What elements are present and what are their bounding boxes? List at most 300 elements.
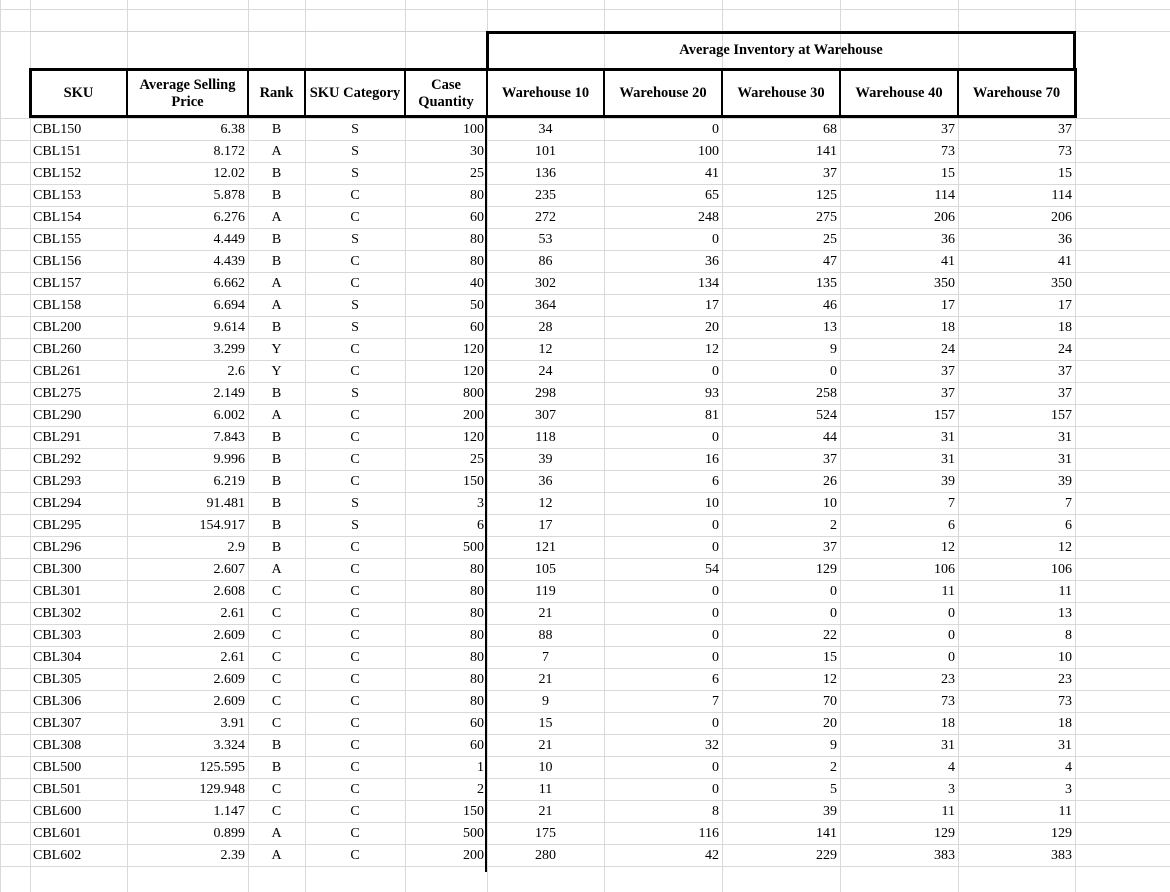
table-cell[interactable]: 21 xyxy=(538,606,553,621)
table-cell[interactable]: CBL307 xyxy=(33,716,82,731)
table-cell[interactable]: 8.172 xyxy=(213,144,245,159)
table-cell[interactable]: 157 xyxy=(1051,408,1072,423)
table-cell[interactable]: 1 xyxy=(477,760,484,775)
table-cell[interactable]: 114 xyxy=(1051,188,1072,203)
table-cell[interactable]: 34 xyxy=(538,122,553,137)
table-cell[interactable]: 0 xyxy=(712,540,719,555)
table-cell[interactable]: 2.609 xyxy=(213,672,245,687)
table-cell[interactable]: 8 xyxy=(712,804,719,819)
table-cell[interactable]: 2.61 xyxy=(220,606,245,621)
table-cell[interactable]: 60 xyxy=(470,320,484,335)
table-cell[interactable]: 18 xyxy=(941,716,955,731)
table-cell[interactable]: 25 xyxy=(470,166,484,181)
table-cell[interactable]: 141 xyxy=(816,826,837,841)
column-header[interactable]: Case Quantity xyxy=(418,76,474,110)
table-cell[interactable]: CBL200 xyxy=(33,320,82,335)
table-cell[interactable]: A xyxy=(271,826,282,841)
table-cell[interactable]: 2 xyxy=(477,782,484,797)
column-header[interactable]: Warehouse 10 xyxy=(501,85,590,101)
table-cell[interactable]: 1.147 xyxy=(213,804,245,819)
table-cell[interactable]: 13 xyxy=(1058,606,1072,621)
table-cell[interactable]: A xyxy=(271,848,282,863)
table-cell[interactable]: 106 xyxy=(1051,562,1072,577)
table-cell[interactable]: 30 xyxy=(470,144,484,159)
table-cell[interactable]: CBL301 xyxy=(33,584,82,599)
table-cell[interactable]: CBL292 xyxy=(33,452,82,467)
table-cell[interactable]: 37 xyxy=(941,386,955,401)
table-cell[interactable]: 10 xyxy=(538,760,553,775)
column-header[interactable]: Average Selling Price xyxy=(139,76,236,110)
table-cell[interactable]: C xyxy=(350,716,360,731)
table-cell[interactable]: 383 xyxy=(1051,848,1072,863)
table-cell[interactable]: 15 xyxy=(1058,166,1072,181)
table-cell[interactable]: A xyxy=(271,408,282,423)
table-cell[interactable]: 4.439 xyxy=(213,254,245,269)
table-cell[interactable]: 3.299 xyxy=(213,342,245,357)
table-cell[interactable]: 9.614 xyxy=(213,320,245,335)
table-cell[interactable]: 31 xyxy=(941,738,955,753)
table-cell[interactable]: 10 xyxy=(823,496,837,511)
table-cell[interactable]: 39 xyxy=(941,474,955,489)
table-cell[interactable]: 0 xyxy=(830,364,837,379)
table-cell[interactable]: 129 xyxy=(816,562,837,577)
table-cell[interactable]: 22 xyxy=(823,628,837,643)
table-cell[interactable]: 2.149 xyxy=(213,386,245,401)
table-cell[interactable]: B xyxy=(271,430,282,445)
table-cell[interactable]: 114 xyxy=(934,188,955,203)
table-cell[interactable]: C xyxy=(350,694,360,709)
table-cell[interactable]: CBL260 xyxy=(33,342,82,357)
table-cell[interactable]: C xyxy=(271,716,282,731)
column-header[interactable]: SKU Category xyxy=(309,85,401,101)
column-header[interactable]: Warehouse 30 xyxy=(737,85,825,101)
table-cell[interactable]: C xyxy=(350,738,360,753)
table-cell[interactable]: C xyxy=(350,540,360,555)
table-cell[interactable]: 6.694 xyxy=(213,298,245,313)
table-cell[interactable]: 0 xyxy=(712,782,719,797)
table-cell[interactable]: C xyxy=(350,254,360,269)
table-cell[interactable]: 39 xyxy=(823,804,837,819)
table-cell[interactable]: 0 xyxy=(948,628,955,643)
table-cell[interactable]: 80 xyxy=(470,628,484,643)
table-cell[interactable]: CBL602 xyxy=(33,848,82,863)
table-cell[interactable]: Y xyxy=(271,342,282,357)
table-cell[interactable]: 36 xyxy=(941,232,955,247)
table-cell[interactable]: 0 xyxy=(712,518,719,533)
table-cell[interactable]: 86 xyxy=(538,254,553,269)
table-cell[interactable]: 15 xyxy=(941,166,955,181)
table-cell[interactable]: 80 xyxy=(470,562,484,577)
table-cell[interactable]: 10 xyxy=(1058,650,1072,665)
table-cell[interactable]: 235 xyxy=(535,188,556,203)
table-cell[interactable]: 80 xyxy=(470,584,484,599)
table-cell[interactable]: 4 xyxy=(1065,760,1072,775)
table-cell[interactable]: 206 xyxy=(934,210,955,225)
table-cell[interactable]: B xyxy=(271,474,282,489)
table-cell[interactable]: 80 xyxy=(470,232,484,247)
table-cell[interactable]: C xyxy=(350,672,360,687)
table-cell[interactable]: S xyxy=(351,386,359,401)
table-cell[interactable]: C xyxy=(350,210,360,225)
table-cell[interactable]: 298 xyxy=(535,386,556,401)
table-cell[interactable]: 17 xyxy=(705,298,719,313)
table-cell[interactable]: 121 xyxy=(535,540,556,555)
table-cell[interactable]: CBL275 xyxy=(33,386,82,401)
table-cell[interactable]: 73 xyxy=(1058,694,1072,709)
table-cell[interactable]: B xyxy=(271,496,282,511)
table-cell[interactable]: 524 xyxy=(816,408,837,423)
table-cell[interactable]: C xyxy=(350,364,360,379)
table-cell[interactable]: C xyxy=(350,782,360,797)
table-cell[interactable]: B xyxy=(271,232,282,247)
table-cell[interactable]: CBL302 xyxy=(33,606,82,621)
table-cell[interactable]: S xyxy=(351,320,359,335)
table-cell[interactable]: 7 xyxy=(712,694,719,709)
table-cell[interactable]: C xyxy=(350,804,360,819)
table-cell[interactable]: 2.609 xyxy=(213,628,245,643)
table-cell[interactable]: 28 xyxy=(538,320,553,335)
table-cell[interactable]: CBL304 xyxy=(33,650,82,665)
table-cell[interactable]: 18 xyxy=(941,320,955,335)
table-cell[interactable]: 5.878 xyxy=(213,188,245,203)
table-cell[interactable]: C xyxy=(271,606,282,621)
table-cell[interactable]: CBL303 xyxy=(33,628,82,643)
table-cell[interactable]: 0 xyxy=(712,606,719,621)
table-cell[interactable]: 6.219 xyxy=(213,474,245,489)
table-cell[interactable]: 17 xyxy=(538,518,553,533)
table-cell[interactable]: 53 xyxy=(538,232,553,247)
table-cell[interactable]: 150 xyxy=(463,474,484,489)
table-cell[interactable]: 129.948 xyxy=(199,782,245,797)
table-cell[interactable]: 8 xyxy=(1065,628,1072,643)
table-cell[interactable]: CBL308 xyxy=(33,738,82,753)
table-cell[interactable]: 60 xyxy=(470,716,484,731)
table-cell[interactable]: 32 xyxy=(705,738,719,753)
table-cell[interactable]: 2.39 xyxy=(220,848,245,863)
table-cell[interactable]: 17 xyxy=(941,298,955,313)
table-cell[interactable]: 80 xyxy=(470,650,484,665)
table-cell[interactable]: 68 xyxy=(823,122,837,137)
table-cell[interactable]: B xyxy=(271,188,282,203)
table-cell[interactable]: C xyxy=(271,672,282,687)
table-cell[interactable]: 23 xyxy=(1058,672,1072,687)
table-cell[interactable]: 6 xyxy=(477,518,484,533)
table-cell[interactable]: C xyxy=(350,408,360,423)
table-cell[interactable]: 37 xyxy=(941,122,955,137)
table-cell[interactable]: 206 xyxy=(1051,210,1072,225)
table-cell[interactable]: 44 xyxy=(823,430,837,445)
table-cell[interactable]: 100 xyxy=(463,122,484,137)
table-cell[interactable]: CBL500 xyxy=(33,760,82,775)
table-cell[interactable]: 70 xyxy=(823,694,837,709)
table-cell[interactable]: 41 xyxy=(1058,254,1072,269)
table-cell[interactable]: 20 xyxy=(705,320,719,335)
column-header[interactable]: Warehouse 20 xyxy=(619,85,707,101)
table-cell[interactable]: 37 xyxy=(1058,122,1072,137)
table-cell[interactable]: 2.9 xyxy=(227,540,245,555)
table-cell[interactable]: 25 xyxy=(823,232,837,247)
column-header[interactable]: Warehouse 70 xyxy=(972,85,1061,101)
table-cell[interactable]: 37 xyxy=(1058,364,1072,379)
table-cell[interactable]: 0 xyxy=(830,606,837,621)
table-cell[interactable]: 154.917 xyxy=(199,518,245,533)
table-cell[interactable]: 10 xyxy=(705,496,719,511)
table-cell[interactable]: 0 xyxy=(712,430,719,445)
table-cell[interactable]: 11 xyxy=(538,782,553,797)
table-cell[interactable]: B xyxy=(271,452,282,467)
table-cell[interactable]: 60 xyxy=(470,210,484,225)
table-cell[interactable]: A xyxy=(271,298,282,313)
table-cell[interactable]: 3 xyxy=(1065,782,1072,797)
table-cell[interactable]: 0 xyxy=(712,628,719,643)
table-cell[interactable]: CBL300 xyxy=(33,562,82,577)
table-cell[interactable]: C xyxy=(271,650,282,665)
table-cell[interactable]: 12 xyxy=(538,496,553,511)
table-cell[interactable]: 40 xyxy=(470,276,484,291)
table-cell[interactable]: 39 xyxy=(538,452,553,467)
table-cell[interactable]: B xyxy=(271,540,282,555)
table-cell[interactable]: 134 xyxy=(698,276,719,291)
table-cell[interactable]: CBL155 xyxy=(33,232,82,247)
table-cell[interactable]: 21 xyxy=(538,672,553,687)
table-cell[interactable]: B xyxy=(271,738,282,753)
table-cell[interactable]: 41 xyxy=(941,254,955,269)
table-cell[interactable]: 21 xyxy=(538,804,553,819)
table-cell[interactable]: C xyxy=(350,562,360,577)
table-cell[interactable]: 15 xyxy=(538,716,553,731)
table-cell[interactable]: 36 xyxy=(705,254,719,269)
table-cell[interactable]: C xyxy=(350,650,360,665)
table-cell[interactable]: C xyxy=(271,782,282,797)
table-cell[interactable]: 37 xyxy=(823,540,837,555)
table-cell[interactable]: 500 xyxy=(463,540,484,555)
table-cell[interactable]: 80 xyxy=(470,188,484,203)
table-cell[interactable]: 23 xyxy=(941,672,955,687)
table-cell[interactable]: 6.276 xyxy=(213,210,245,225)
table-cell[interactable]: 6 xyxy=(712,672,719,687)
table-cell[interactable]: S xyxy=(351,144,359,159)
table-cell[interactable]: 47 xyxy=(823,254,837,269)
table-cell[interactable]: CBL306 xyxy=(33,694,82,709)
table-cell[interactable]: 4 xyxy=(948,760,955,775)
table-cell[interactable]: C xyxy=(350,430,360,445)
table-cell[interactable]: C xyxy=(350,474,360,489)
table-cell[interactable]: C xyxy=(271,804,282,819)
table-cell[interactable]: CBL150 xyxy=(33,122,82,137)
table-cell[interactable]: 31 xyxy=(1058,452,1072,467)
table-cell[interactable]: B xyxy=(271,254,282,269)
table-cell[interactable]: 0 xyxy=(712,716,719,731)
table-cell[interactable]: A xyxy=(271,276,282,291)
table-cell[interactable]: 200 xyxy=(463,848,484,863)
table-cell[interactable]: 5 xyxy=(830,782,837,797)
table-cell[interactable]: A xyxy=(271,210,282,225)
table-cell[interactable]: CBL261 xyxy=(33,364,82,379)
table-cell[interactable]: C xyxy=(350,584,360,599)
table-cell[interactable]: CBL601 xyxy=(33,826,82,841)
table-cell[interactable]: 0 xyxy=(830,584,837,599)
table-cell[interactable]: A xyxy=(271,562,282,577)
table-cell[interactable]: 0 xyxy=(712,650,719,665)
table-cell[interactable]: 11 xyxy=(941,804,955,819)
table-cell[interactable]: 25 xyxy=(470,452,484,467)
table-cell[interactable]: 141 xyxy=(816,144,837,159)
table-cell[interactable]: C xyxy=(350,848,360,863)
table-cell[interactable]: 2 xyxy=(830,760,837,775)
table-cell[interactable]: B xyxy=(271,320,282,335)
table-cell[interactable]: 24 xyxy=(941,342,955,357)
table-cell[interactable]: S xyxy=(351,496,359,511)
table-cell[interactable]: C xyxy=(350,628,360,643)
table-cell[interactable]: 248 xyxy=(698,210,719,225)
table-cell[interactable]: C xyxy=(271,628,282,643)
table-cell[interactable]: 18 xyxy=(1058,716,1072,731)
table-cell[interactable]: C xyxy=(271,584,282,599)
table-cell[interactable]: 3 xyxy=(948,782,955,797)
table-cell[interactable]: CBL295 xyxy=(33,518,82,533)
table-cell[interactable]: 60 xyxy=(470,738,484,753)
table-cell[interactable]: 24 xyxy=(1058,342,1072,357)
table-cell[interactable]: 80 xyxy=(470,254,484,269)
table-cell[interactable]: CBL291 xyxy=(33,430,82,445)
table-cell[interactable]: 4.449 xyxy=(213,232,245,247)
table-cell[interactable]: 2.607 xyxy=(213,562,245,577)
table-cell[interactable]: 65 xyxy=(705,188,719,203)
table-cell[interactable]: 37 xyxy=(823,166,837,181)
table-cell[interactable]: C xyxy=(350,760,360,775)
table-cell[interactable]: 6 xyxy=(948,518,955,533)
table-cell[interactable]: 7 xyxy=(948,496,955,511)
table-cell[interactable]: 3.324 xyxy=(213,738,245,753)
table-cell[interactable]: CBL290 xyxy=(33,408,82,423)
table-cell[interactable]: 37 xyxy=(1058,386,1072,401)
table-cell[interactable]: 125 xyxy=(816,188,837,203)
table-cell[interactable]: 100 xyxy=(698,144,719,159)
table-cell[interactable]: 9 xyxy=(542,694,549,709)
table-cell[interactable]: 12 xyxy=(705,342,719,357)
table-cell[interactable]: 105 xyxy=(535,562,556,577)
table-cell[interactable]: CBL501 xyxy=(33,782,82,797)
table-cell[interactable]: B xyxy=(271,122,282,137)
table-cell[interactable]: 20 xyxy=(823,716,837,731)
table-cell[interactable]: CBL305 xyxy=(33,672,82,687)
table-cell[interactable]: 150 xyxy=(463,804,484,819)
table-cell[interactable]: 2.609 xyxy=(213,694,245,709)
table-cell[interactable]: 0.899 xyxy=(213,826,245,841)
table-cell[interactable]: 3 xyxy=(477,496,484,511)
table-cell[interactable]: 3.91 xyxy=(220,716,245,731)
table-cell[interactable]: S xyxy=(351,298,359,313)
table-cell[interactable]: C xyxy=(350,276,360,291)
table-cell[interactable]: 9.996 xyxy=(213,452,245,467)
table-cell[interactable]: 6.662 xyxy=(213,276,245,291)
table-cell[interactable]: 6.38 xyxy=(220,122,245,137)
table-cell[interactable]: 383 xyxy=(934,848,955,863)
table-cell[interactable]: C xyxy=(350,606,360,621)
table-cell[interactable]: 0 xyxy=(712,760,719,775)
table-cell[interactable]: 12 xyxy=(538,342,553,357)
table-cell[interactable]: 9 xyxy=(830,738,837,753)
table-cell[interactable]: 0 xyxy=(712,232,719,247)
table-cell[interactable]: 800 xyxy=(463,386,484,401)
table-cell[interactable]: 31 xyxy=(1058,430,1072,445)
table-cell[interactable]: 91.481 xyxy=(206,496,245,511)
table-cell[interactable]: CBL293 xyxy=(33,474,82,489)
table-cell[interactable]: 275 xyxy=(816,210,837,225)
table-cell[interactable]: S xyxy=(351,166,359,181)
column-header[interactable]: SKU xyxy=(63,85,94,101)
table-cell[interactable]: 46 xyxy=(823,298,837,313)
table-cell[interactable]: 116 xyxy=(698,826,719,841)
column-header[interactable]: Warehouse 40 xyxy=(855,85,943,101)
table-cell[interactable]: 36 xyxy=(538,474,553,489)
table-cell[interactable]: CBL296 xyxy=(33,540,82,555)
table-cell[interactable]: C xyxy=(350,826,360,841)
table-cell[interactable]: 2.6 xyxy=(227,364,245,379)
table-cell[interactable]: CBL157 xyxy=(33,276,82,291)
column-header[interactable]: Rank xyxy=(259,85,294,101)
table-cell[interactable]: 12 xyxy=(823,672,837,687)
table-cell[interactable]: 136 xyxy=(535,166,556,181)
table-cell[interactable]: 350 xyxy=(934,276,955,291)
table-cell[interactable]: 15 xyxy=(823,650,837,665)
table-cell[interactable]: 18 xyxy=(1058,320,1072,335)
table-cell[interactable]: 157 xyxy=(934,408,955,423)
table-cell[interactable]: 120 xyxy=(463,342,484,357)
table-cell[interactable]: CBL156 xyxy=(33,254,82,269)
table-cell[interactable]: 500 xyxy=(463,826,484,841)
table-cell[interactable]: 12 xyxy=(941,540,955,555)
table-cell[interactable]: 120 xyxy=(463,430,484,445)
table-cell[interactable]: CBL158 xyxy=(33,298,82,313)
table-cell[interactable]: CBL294 xyxy=(33,496,82,511)
table-cell[interactable]: 106 xyxy=(934,562,955,577)
table-cell[interactable]: C xyxy=(271,694,282,709)
table-cell[interactable]: 129 xyxy=(934,826,955,841)
table-cell[interactable]: 120 xyxy=(463,364,484,379)
table-cell[interactable]: 24 xyxy=(538,364,553,379)
table-cell[interactable]: 12.02 xyxy=(213,166,245,181)
table-cell[interactable]: 31 xyxy=(1058,738,1072,753)
table-cell[interactable]: 16 xyxy=(705,452,719,467)
table-cell[interactable]: 39 xyxy=(1058,474,1072,489)
table-cell[interactable]: C xyxy=(350,188,360,203)
table-cell[interactable]: 73 xyxy=(941,694,955,709)
table-cell[interactable]: Y xyxy=(271,364,282,379)
table-cell[interactable]: 0 xyxy=(948,606,955,621)
table-cell[interactable]: B xyxy=(271,518,282,533)
table-cell[interactable]: 9 xyxy=(830,342,837,357)
table-cell[interactable]: A xyxy=(271,144,282,159)
table-cell[interactable]: 36 xyxy=(1058,232,1072,247)
table-cell[interactable]: C xyxy=(350,452,360,467)
table-cell[interactable]: 7 xyxy=(542,650,549,665)
table-cell[interactable]: 307 xyxy=(535,408,556,423)
table-cell[interactable]: 0 xyxy=(712,364,719,379)
table-cell[interactable]: 37 xyxy=(941,364,955,379)
table-cell[interactable]: 41 xyxy=(705,166,719,181)
table-cell[interactable]: 26 xyxy=(823,474,837,489)
table-cell[interactable]: 93 xyxy=(705,386,719,401)
table-cell[interactable]: 31 xyxy=(941,430,955,445)
table-cell[interactable]: 11 xyxy=(1058,584,1072,599)
table-cell[interactable]: 0 xyxy=(712,122,719,137)
table-cell[interactable]: 7.843 xyxy=(213,430,245,445)
table-cell[interactable]: 50 xyxy=(470,298,484,313)
table-cell[interactable]: 54 xyxy=(705,562,719,577)
table-cell[interactable]: 229 xyxy=(816,848,837,863)
table-cell[interactable]: S xyxy=(351,232,359,247)
